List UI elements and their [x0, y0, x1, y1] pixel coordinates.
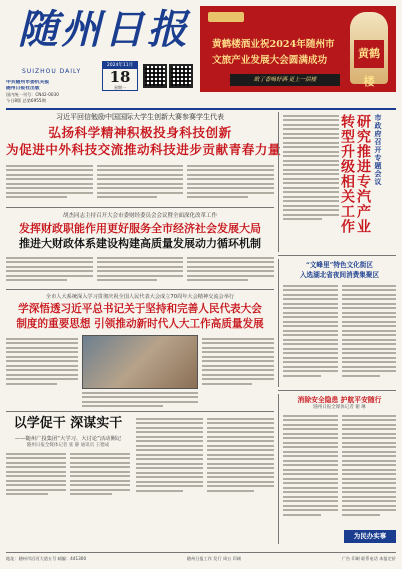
date-weekday: 星期一 — [114, 85, 126, 90]
news-photo[interactable] — [82, 335, 198, 389]
story3-headline: 学深悟透习近平总书记关于坚持和完善人民代表大会 — [18, 303, 262, 315]
story3-headline: 制度的重要思想 引领推动新时代人大工作高质量发展 — [16, 318, 264, 330]
section-divider — [6, 411, 274, 412]
date-month: 2024年11月 — [103, 62, 137, 69]
qr-code-icon[interactable] — [143, 64, 167, 88]
section-divider — [278, 390, 396, 391]
masthead — [6, 4, 396, 104]
footer-print-info: 随州日报工作 发行 周五 印刷 — [186, 556, 242, 561]
right-story-body — [283, 112, 339, 223]
lead-kicker: 习近平回信勉励中国国际大学生创新大赛参赛学生代表 — [56, 113, 224, 121]
story3-kicker: 全市人大系统深入学习贯彻庆祝全国人民代表大会成立70周年大会精神交流会举行 — [45, 294, 235, 300]
right-vertical-headline: 转型升级相关工作 — [339, 114, 355, 234]
lead-body — [6, 162, 274, 201]
story-congress[interactable] — [6, 293, 274, 408]
story4-headline: 以学促干 深谋实干 — [13, 416, 123, 431]
lead-headline: 为促进中外科技交流推动科技进步贡献青春力量 — [6, 142, 281, 157]
story-feature[interactable] — [6, 415, 274, 528]
main-column — [6, 112, 281, 528]
story4-body-right — [136, 415, 274, 494]
brand-logo-icon — [208, 12, 244, 22]
column-tag[interactable]: 为民办实事 — [344, 530, 396, 543]
section-divider — [6, 207, 274, 208]
page-footer — [6, 552, 396, 564]
story-finance[interactable] — [6, 211, 274, 286]
right-column — [278, 112, 396, 544]
story4-body — [6, 450, 130, 498]
story2-headline: 推进大财政体系建设构建高质量发展动力循环机制 — [19, 237, 261, 250]
date-day: 18 — [109, 68, 131, 86]
safety-story-headline: 消除安全隐患 护航平安随行 — [297, 396, 382, 404]
publisher-line: 中共随州市委机关报 — [6, 80, 50, 85]
safety-story-byline: 随州日报全媒体记者 谢 琳 — [313, 405, 366, 410]
publisher-line: 随州日报社出版 — [6, 86, 40, 91]
advertisement-banner[interactable] — [200, 6, 396, 92]
section-divider — [278, 255, 396, 256]
story-culture-street[interactable] — [278, 259, 396, 387]
safety-story-body — [283, 412, 396, 518]
cn-number: 国内统一刊号：CN42-0030 — [6, 92, 59, 97]
lead-story[interactable] — [6, 112, 281, 204]
date-box — [102, 61, 138, 91]
section-divider — [6, 289, 274, 290]
story-safety[interactable] — [278, 394, 396, 544]
story4-byline: 随州日报全媒体记者 张 静 通讯员 王德成 — [26, 443, 110, 448]
culture-story-headline: 入选湖北省夜间消费集聚区 — [299, 271, 380, 279]
edition-info: 今日8版 总第6955期 — [6, 98, 46, 103]
footer-contact: 广告 印刷 联系电话 本报定价 — [341, 556, 396, 561]
masthead-divider — [6, 108, 396, 110]
culture-story-headline: “文峰里”特色文化街区 — [306, 261, 373, 269]
paper-name-en: SUIZHOU DAILY — [22, 68, 82, 75]
story-auto-industry[interactable] — [278, 112, 396, 252]
story2-headline: 发挥财政职能作用更好服务全市经济社会发展大局 — [19, 222, 261, 235]
qr-code-icon[interactable] — [169, 64, 193, 88]
ad-slogan: 欧了香喝好酒·更上一层楼 — [230, 74, 340, 86]
story2-kicker: 胡杰同志主持召开大会市委财经委员会会议暨全面深化改革工作 — [62, 213, 217, 219]
story2-body — [6, 254, 274, 284]
story4-subhead: ——随州广投集团“大学习、大讨论”活动侧记 — [14, 436, 122, 442]
ad-headline-line: 黄鹤楼酒业祝2024年随州市 — [212, 39, 335, 50]
lead-headline: 弘扬科学精神积极投身科技创新 — [48, 125, 232, 140]
paper-name: 随州日报 — [18, 6, 190, 53]
paper-title-block — [18, 4, 194, 64]
footer-address: 地址：随州市沿河大道五号 邮编：441300 — [6, 556, 87, 561]
bottle-label: 黄鹤楼 — [354, 40, 384, 68]
culture-story-body — [283, 282, 396, 379]
publisher-info — [6, 80, 104, 104]
story3-body — [6, 335, 274, 410]
right-vertical-headline: 研究推进专汽产业 — [355, 114, 371, 234]
right-vertical-kicker: 市政府召开专题会议 — [374, 114, 383, 186]
ad-headline-line: 文旅产业发展大会圆满成功 — [212, 55, 328, 66]
